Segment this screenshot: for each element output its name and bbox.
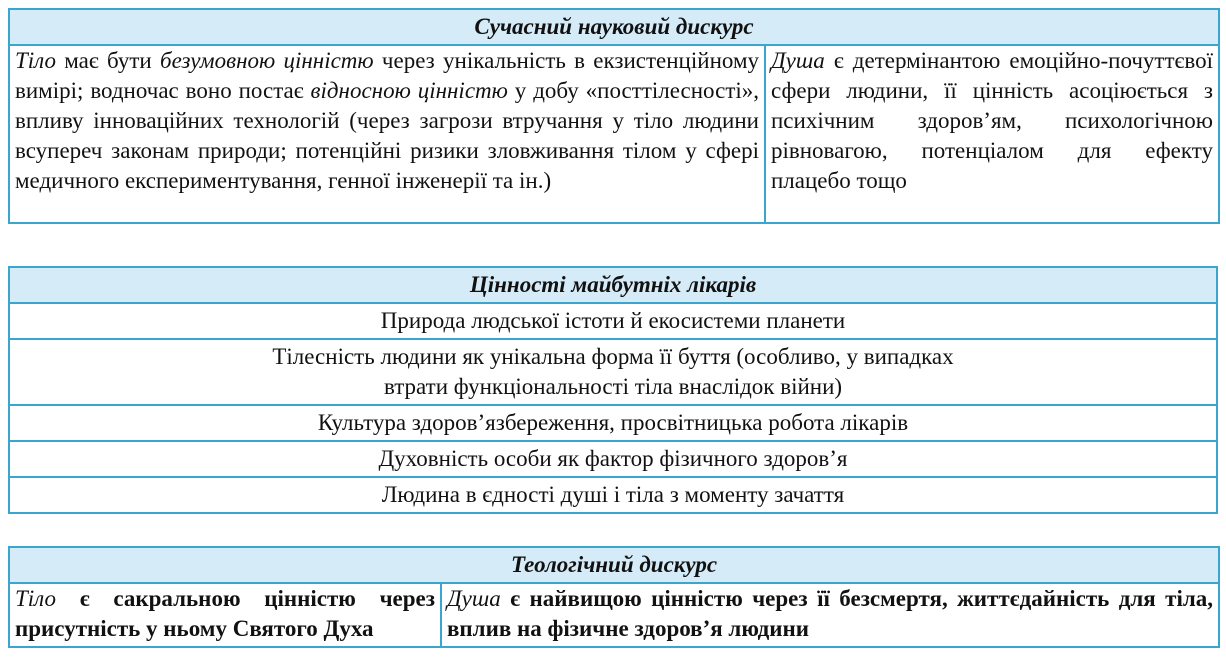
- theological-body-cell: [9, 583, 441, 647]
- future-doctors-values-table: [8, 266, 1218, 514]
- value-row-4: Духовність особи як фактор фізичного здоров’я: [9, 441, 1217, 477]
- theological-soul-cell: [441, 583, 1219, 647]
- body-text-3: у добу «посттілесності», впливу інноваційних технологій (через загрози втручання у тіло людини всупереч законам природи; потенційні ризики зловживання тілом у сфері медичного експериментування, генної інженерії та ін.): [15, 78, 760, 193]
- theological-body-text: є сакральною цінністю через присутність у ньому Святого Духа: [15, 586, 435, 641]
- relative-value-term: відносною цінністю: [310, 78, 508, 103]
- future-doctors-values-title: Цінності майбутніх лікарів: [9, 267, 1217, 303]
- theological-soul-term: Душа: [447, 586, 501, 611]
- modern-discourse-title: Сучасний науковий дискурс: [9, 9, 1219, 45]
- value-row-3: Культура здоров’язбереження, просвітницька робота лікарів: [9, 405, 1217, 441]
- value-row-2: Тілесність людини як унікальна форма її буття (особливо, у випадках втрати функціональності тіла внаслідок війни): [9, 339, 1217, 405]
- theological-discourse-title: Теологічний дискурс: [9, 547, 1219, 583]
- modern-body-cell: [9, 45, 765, 223]
- modern-soul-cell: [765, 45, 1219, 223]
- body-term: Тіло: [15, 48, 56, 73]
- value-row-1: Природа людської істоти й екосистеми планети: [9, 303, 1217, 339]
- soul-text: є детермінантою емоційно-почуттєвої сфери людини, її цінність асоціюється з психічним здоров’ям, психологічною рівновагою, потенціалом для ефекту плацебо тощо: [771, 48, 1213, 193]
- modern-discourse-table: [8, 8, 1220, 224]
- value-row-5: Людина в єдності душі і тіла з моменту зачаття: [9, 477, 1217, 513]
- body-text-1: має бути: [56, 48, 160, 73]
- theological-body-term: Тіло: [15, 586, 56, 611]
- unconditional-value-term: безумовною цінністю: [160, 48, 374, 73]
- body-text-2: через унікальність в екзистенційному вимірі; водночас воно постає: [15, 48, 759, 103]
- theological-discourse-table: [8, 546, 1220, 648]
- soul-term: Душа: [771, 48, 825, 73]
- theological-soul-text: є найвищою цінністю через її безсмертя, життєдайність для тіла, вплив на фізичне здоров’я людини: [447, 586, 1213, 641]
